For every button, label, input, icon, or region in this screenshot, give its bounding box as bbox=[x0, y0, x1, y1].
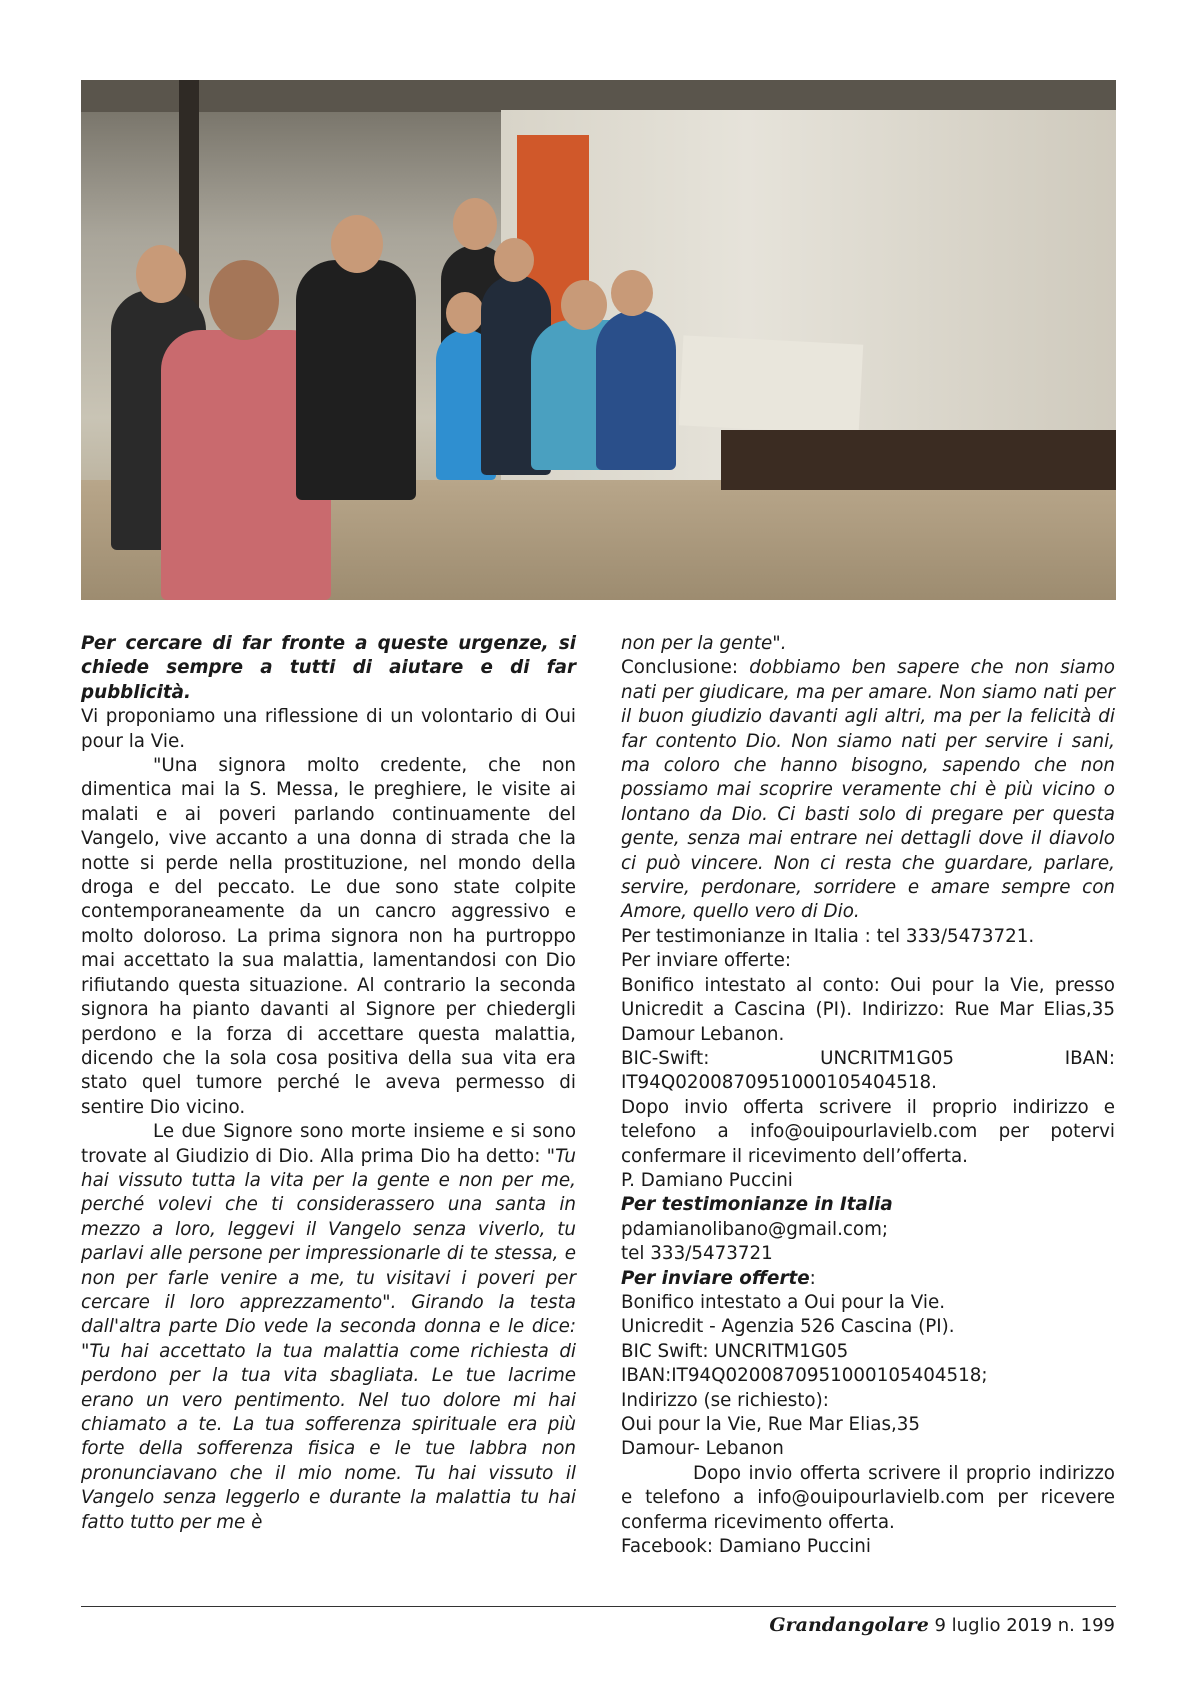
heading-offerte: Per inviare offerte: bbox=[621, 1267, 816, 1289]
signature: P. Damiano Puccini bbox=[621, 1169, 793, 1191]
continuation-text: non per la gente". bbox=[621, 633, 787, 654]
bank-line-2: Unicredit - Agenzia 526 Cascina (PI). bbox=[621, 1316, 955, 1338]
facebook-line: Facebook: Damiano Puccini bbox=[621, 1536, 871, 1558]
bank-line-4: IBAN:IT94Q0200870951000105404518; bbox=[621, 1365, 988, 1387]
testimonianze-line: Per testimonianze in Italia : tel 333/5473721. bbox=[621, 925, 1035, 947]
bonifico-paragraph: Bonifico intestato al conto: Oui pour la Vie, presso Unicredit a Cascina (PI). Indirizzo: Rue Mar Elias,35 Damour Lebanon. bbox=[621, 974, 1115, 1045]
iban-value: IT94Q0200870951000105404518. bbox=[621, 1072, 937, 1094]
lead-paragraph: Per cercare di far fronte a queste urgenze, si chiede sempre a tutti di aiutare e di far pubblicità. bbox=[81, 633, 576, 703]
inviare-line: Per inviare offerte: bbox=[621, 950, 792, 972]
bank-line-6: Oui pour la Vie, Rue Mar Elias,35 bbox=[621, 1414, 921, 1435]
bic-iban-line: BIC-Swift: UNCRITM1G05 IBAN: bbox=[621, 1047, 1115, 1069]
bank-line-5: Indirizzo (se richiesto): bbox=[621, 1389, 829, 1411]
contact-tel: tel 333/5473721 bbox=[621, 1243, 773, 1265]
conclusion-paragraph: Conclusione: dobbiamo ben sapere che non siamo nati per giudicare, ma per amare. Non siamo nati per il buon giudizio davanti agli altri, ma per la felicità di far contento Dio. Non siamo nati per servire i sani, ma coloro che hanno bisogno, sapendo che non possiamo mai scoprire veramente chi è più vicino o lontano da Dio. Ci basti solo di pregare per questa gente, senza mai entrare nei dettagli dove il diavolo ci può vincere. Non ci resta che guardare, parlare, servire, perdonare, sorridere e amare sempre con Amore, quello vero di Dio. bbox=[621, 657, 1115, 923]
article-photo bbox=[81, 80, 1116, 600]
bank-line-7: Damour- Lebanon bbox=[621, 1438, 784, 1460]
right-column bbox=[621, 632, 1115, 1559]
page-footer bbox=[769, 1614, 1115, 1636]
heading-testimonianze: Per testimonianze in Italia bbox=[621, 1194, 893, 1216]
dopo-paragraph-1: Dopo invio offerta scrivere il proprio indirizzo e telefono a info@ouipourlavielb.com per potervi confermare il ricevimento dell’offerta. bbox=[621, 1096, 1115, 1167]
bank-line-3: BIC Swift: UNCRITM1G05 bbox=[621, 1340, 849, 1362]
bank-line-1: Bonifico intestato a Oui pour la Vie. bbox=[621, 1291, 946, 1313]
magazine-name: Grandangolare bbox=[769, 1614, 929, 1636]
issue-info: 9 luglio 2019 n. 199 bbox=[928, 1615, 1115, 1636]
story-paragraph: "Una signora molto credente, che non dimentica mai la S. Messa, le preghiere, le visite ai malati e ai poveri parlando continuamente del Vangelo, vive accanto a una donna di strada che la notte si perde nella prostituzione, nel mondo della droga e del peccato. Le due sono state colpite contemporaneamente da un cancro aggressivo e molto doloroso. La prima signora non ha purtroppo mai accettato la sua malattia, lamentandosi con Dio rifiutando questa situazione. Al contrario la seconda signora ha pianto davanti al Signore per chiedergli perdono e la forza di accettare questa malattia, dicendo che la sola cosa positiva della sua vita era stato quel tumore perché le aveva permesso di sentire Dio vicino. bbox=[81, 755, 576, 1118]
footer-rule bbox=[81, 1606, 1116, 1607]
contact-email: pdamianolibano@gmail.com; bbox=[621, 1218, 889, 1240]
dopo-paragraph-2: Dopo invio offerta scrivere il proprio indirizzo e telefono a info@ouipourlavielb.com per ricevere conferma ricevimento offerta. bbox=[621, 1462, 1115, 1533]
judgement-paragraph: Le due Signore sono morte insieme e si sono trovate al Giudizio di Dio. Alla prima Dio ha detto: "Tu hai vissuto tutta la vita per la gente e non per me, perché volevi che ti considerassero una santa in mezzo a loro, leggevi il Vangelo senza viverlo, tu parlavi alle persone per impressionarle di te stessa, e non per farle venire a me, tu visitavi i poveri per cercare il loro apprezzamento". Girando la testa dall'altra parte Dio vede la seconda donna e le dice: "Tu hai accettato la tua malattia come richiesta di perdono per la tua vita sbagliata. Le tue lacrime erano un vero pentimento. Nel tuo dolore mi hai chiamato a te. La tua sofferenza spirituale era più forte della sofferenza fisica e le tue labbra non pronunciavano che il mio nome. Tu hai vissuto il Vangelo senza leggerlo e durante la malattia tu hai fatto tutto per me è bbox=[81, 1121, 576, 1533]
left-column bbox=[81, 632, 576, 1535]
intro-paragraph: Vi proponiamo una riflessione di un volontario di Oui pour la Vie. bbox=[81, 706, 576, 752]
